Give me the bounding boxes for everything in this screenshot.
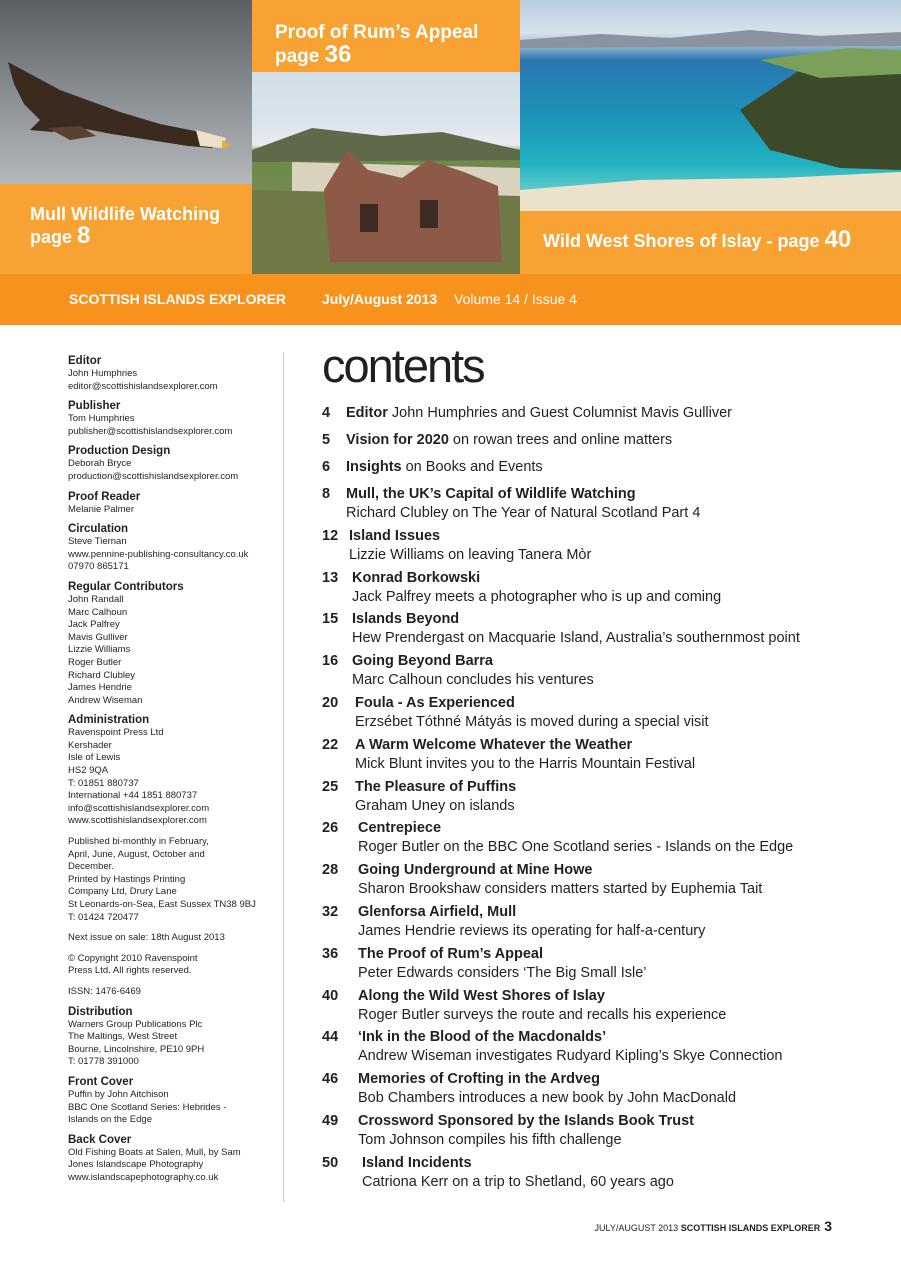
entry-description: Tom Johnson compiles his fifth challenge xyxy=(358,1131,622,1148)
contents-entry[interactable] xyxy=(322,527,882,569)
contents-entry[interactable] xyxy=(322,610,882,652)
entry-description: Mick Blunt invites you to the Harris Mountain Festival xyxy=(355,755,696,772)
contents-entry[interactable] xyxy=(322,861,882,903)
entry-title: Going Underground at Mine Howe xyxy=(358,862,593,879)
islay-callout-title: Wild West Shores of Islay - page xyxy=(543,231,825,251)
entry-description: Hew Prendergast on Macquarie Island, Australia’s southernmost point xyxy=(352,630,800,647)
entry-description: Richard Clubley on The Year of Natural Scotland Part 4 xyxy=(346,505,701,521)
page-footer xyxy=(594,1218,832,1234)
islay-callout-page: 40 xyxy=(824,226,852,253)
contents-entry[interactable] xyxy=(322,819,882,861)
entry-page-number: 36 xyxy=(322,945,339,962)
islay-feature-callout[interactable] xyxy=(520,211,901,274)
entry-page-number: 22 xyxy=(322,736,339,753)
contents-entry[interactable] xyxy=(322,778,882,820)
masthead-circulation: Circulation Steve Tiernan www.pennine-publishing-consultancy.co.uk 07970 865171 xyxy=(68,523,249,573)
contents-entry[interactable] xyxy=(322,987,882,1029)
contents-entry[interactable] xyxy=(322,485,882,527)
masthead-next-issue: Next issue on sale: 18th August 2013 xyxy=(68,932,225,944)
entry-description: Bob Chambers introduces a new book by John MacDonald xyxy=(358,1090,737,1107)
entry-title: Mull, the UK’s Capital of Wildlife Watching xyxy=(346,486,636,502)
contents-feature-list xyxy=(322,485,882,1196)
rum-callout-title: Proof of Rum’s Appeal xyxy=(275,22,479,43)
contents-entry[interactable] xyxy=(322,1112,882,1154)
entry-title: Island Issues xyxy=(349,527,441,544)
masthead-proof-reader: Proof Reader Melanie Palmer xyxy=(68,490,141,515)
entry-description: Erzsébet Tóthné Mátyás is moved during a special visit xyxy=(355,713,709,730)
footer-magazine: SCOTTISH ISLANDS EXPLORER xyxy=(680,1223,821,1233)
entry-page-number: 12 xyxy=(322,527,339,544)
contents-heading: contents xyxy=(322,339,484,392)
entry-description: James Hendrie reviews its operating for half-a-century xyxy=(358,922,706,939)
masthead-editor: Editor John Humphries editor@scottishislandsexplorer.com xyxy=(68,355,218,392)
contents-entry[interactable] xyxy=(322,1070,882,1112)
masthead-back-cover: Back Cover Old Fishing Boats at Salen, Mull, by Sam Jones Islandscape Photography www.islandscapephotography.co.uk xyxy=(68,1133,241,1183)
mull-feature-callout[interactable] xyxy=(0,184,252,274)
contents-entry[interactable] xyxy=(322,1154,882,1196)
entry-description: Roger Butler surveys the route and recalls his experience xyxy=(358,1006,727,1023)
entry-description: Peter Edwards considers ‘The Big Small Isle’ xyxy=(358,964,647,981)
entry-page-number: 8 xyxy=(322,486,331,502)
entry-title: The Pleasure of Puffins xyxy=(355,778,517,795)
entry-page-number: 15 xyxy=(322,611,339,628)
entry-title: ‘Ink in the Blood of the Macdonalds’ xyxy=(358,1029,607,1046)
page-number: 3 xyxy=(824,1218,832,1234)
mull-callout-title: Mull Wildlife Watching xyxy=(30,204,221,224)
contents-entry[interactable]: 5 Vision for 2020 on rowan trees and online matters xyxy=(322,432,673,448)
entry-page-number: 44 xyxy=(322,1029,339,1046)
footer-date: JULY/AUGUST 2013 xyxy=(594,1223,681,1233)
entry-title: The Proof of Rum’s Appeal xyxy=(358,945,544,962)
entry-title: Glenforsa Airfield, Mull xyxy=(358,903,517,920)
entry-title: Foula - As Experienced xyxy=(355,694,515,711)
entry-title: Crossword Sponsored by the Islands Book Trust xyxy=(358,1112,694,1129)
entry-title: Island Incidents xyxy=(362,1154,472,1171)
entry-description: Lizzie Williams on leaving Tanera Mòr xyxy=(349,546,592,563)
entry-description: Jack Palfrey meets a photographer who is up and coming xyxy=(352,588,722,605)
issue-volume: Volume 14 / Issue 4 xyxy=(454,291,577,307)
entry-page-number: 25 xyxy=(322,778,339,795)
contents-entry[interactable] xyxy=(322,903,882,945)
entry-description: Roger Butler on the BBC One Scotland series - Islands on the Edge xyxy=(358,839,794,856)
entry-page-number: 46 xyxy=(322,1071,339,1088)
contents-entry[interactable] xyxy=(322,694,882,736)
entry-page-number: 13 xyxy=(322,569,339,586)
entry-page-number: 20 xyxy=(322,694,339,711)
contents-entry[interactable] xyxy=(322,945,882,987)
contents-entry[interactable] xyxy=(322,569,882,611)
entry-title: Islands Beyond xyxy=(352,611,460,628)
masthead-distribution: Distribution Warners Group Publications Plc The Maltings, West Street Bourne, Lincolnshire, PE10 9PH T: 01778 391000 xyxy=(68,1005,205,1068)
entry-description: Marc Calhoun concludes his ventures xyxy=(352,672,594,689)
contents-list xyxy=(322,404,882,1196)
entry-title: Going Beyond Barra xyxy=(352,653,493,670)
contents-entry[interactable] xyxy=(322,736,882,778)
entry-page-number: 40 xyxy=(322,987,339,1004)
mull-callout-page: page 8 xyxy=(30,222,91,249)
entry-page-number: 26 xyxy=(322,820,339,837)
entry-description: Graham Uney on islands xyxy=(355,797,515,814)
masthead-contributors: Regular Contributors John Randall Marc Calhoun Jack Palfrey Mavis Gulliver Lizzie Williams Roger Butler Richard Clubley James Hendrie Andrew Wiseman xyxy=(68,580,184,706)
entry-description: Catriona Kerr on a trip to Shetland, 60 years ago xyxy=(362,1173,674,1190)
entry-page-number: 32 xyxy=(322,903,339,920)
entry-title: Centrepiece xyxy=(358,820,442,837)
magazine-name: SCOTTISH ISLANDS EXPLORER xyxy=(69,291,287,307)
entry-page-number: 28 xyxy=(322,862,339,879)
entry-title: A Warm Welcome Whatever the Weather xyxy=(355,736,633,753)
masthead-copyright: © Copyright 2010 Ravenspoint Press Ltd. All rights reserved. xyxy=(68,952,198,977)
masthead-production: Production Design Deborah Bryce production@scottishislandsexplorer.com xyxy=(68,445,239,482)
column-divider xyxy=(283,352,284,1202)
entry-page-number: 49 xyxy=(322,1112,339,1129)
rum-callout-page: page 36 xyxy=(275,41,352,68)
issue-date: July/August 2013 xyxy=(322,291,438,307)
contents-entry[interactable]: 4 Editor John Humphries and Guest Columnist Mavis Gulliver xyxy=(322,405,732,421)
cover-photo-banner xyxy=(0,0,901,274)
entry-description: Andrew Wiseman investigates Rudyard Kipling’s Skye Connection xyxy=(358,1048,783,1065)
entry-title: Memories of Crofting in the Ardveg xyxy=(358,1071,600,1088)
entry-title: Along the Wild West Shores of Islay xyxy=(358,987,605,1004)
masthead-front-cover: Front Cover Puffin by John Aitchison BBC One Scotland Series: Hebrides - Islands on the Edge xyxy=(68,1075,227,1126)
entry-description: Sharon Brookshaw considers matters started by Euphemia Tait xyxy=(358,881,763,898)
masthead-publisher: Publisher Tom Humphries publisher@scottishislandsexplorer.com xyxy=(68,400,233,437)
masthead-issn: ISSN: 1476-6469 xyxy=(68,985,141,997)
masthead-published: Published bi-monthly in February, April, June, August, October and December. Printed by Hastings Printing Company Ltd, Drury Lane St Leonards-on-Sea, East Sussex TN38 9BJ T: 01424 720477 xyxy=(68,836,256,923)
rum-feature-callout[interactable] xyxy=(252,0,520,72)
entry-title: Konrad Borkowski xyxy=(352,569,481,586)
masthead-column xyxy=(68,354,274,1191)
contents-entry[interactable]: 6 Insights on Books and Events xyxy=(322,459,543,475)
entry-page-number: 50 xyxy=(322,1154,339,1171)
entry-page-number: 16 xyxy=(322,653,339,670)
contents-entry[interactable] xyxy=(322,652,882,694)
contents-entry[interactable] xyxy=(322,1028,882,1070)
issue-info-strip xyxy=(0,274,901,325)
masthead-administration: Administration Ravenspoint Press Ltd Kershader Isle of Lewis HS2 9QA T: 01851 880737 International +44 1851 880737 info@scottishislandsexplorer.com www.scottishislandsexplorer.com xyxy=(68,714,210,827)
